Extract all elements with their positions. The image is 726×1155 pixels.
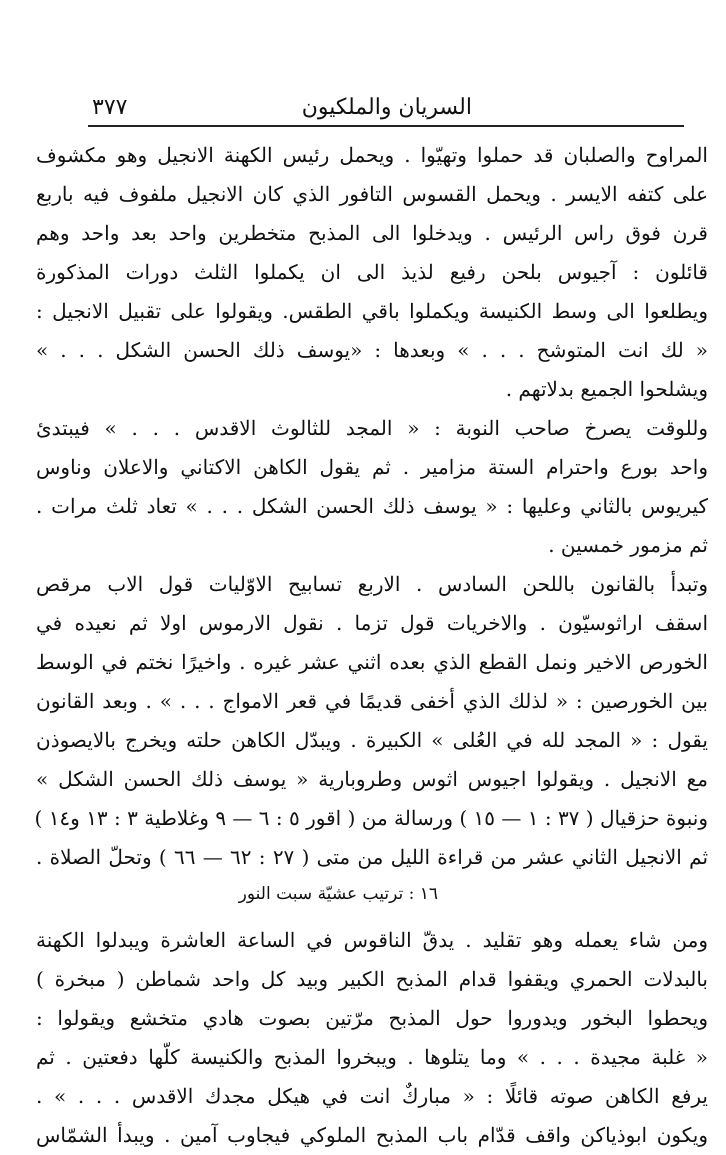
text-line: يقول : « المجد لله في العُلى » الكبيرة . ويبدّل الكاهن حلته ويخرج بالايصوذن <box>36 728 708 752</box>
text-line: اسقف اراثوسيّون . والاخريات قول تزما . نقول الارموس اولا ثم نعيده في <box>36 611 708 635</box>
text-line: ويكون ابوذياكن واقف قدّام باب المذبح الملوكي فيجاوب آمين . ويبدأ الشمّاس <box>36 1123 708 1147</box>
running-title: السريان والملكيون <box>301 95 472 120</box>
paragraph-4 <box>36 921 708 1155</box>
text-line: واحد بورع واحترام الستة مزامير . ثم يقول الكاهن الاكتاني والاعلان وناوس <box>36 455 708 479</box>
text-line: على كتفه الايسر . ويحمل القسوس التافور الذي كان الانجيل ملفوف فيه باربع <box>36 182 708 206</box>
text-line: بالبدلات الحمري ويقفوا قدام المذبح الكبير وبيد كل واحد شماطن ( مبخرة ) <box>36 967 708 991</box>
text-line: ونبوة حزقيال ( ٣٧ : ١ — ١٥ ) ورسالة من ( اقور ٥ : ٦ — ٩ وغلاطية ٣ : ١٣ و١٤ ) <box>34 806 708 830</box>
text-line: بين الخورصين : « لذلك الذي أخفى قديمًا في قعر الامواج . . . » . وبعد القانون <box>36 689 708 713</box>
paragraph-2 <box>36 409 708 565</box>
paragraph-1 <box>36 136 708 409</box>
page-body <box>36 136 708 1155</box>
text-line: مع الانجيل . ويقولوا اجيوس اثوس وطروبارية « يوسف ذلك الحسن الشكل » <box>36 767 708 791</box>
text-line: يرفع الكاهن صوته قائلًا : « مباركٌ انت في هيكل مجدك الاقدس . . . » . <box>36 1084 708 1108</box>
text-line: ويطلعوا الى وسط الكنيسة ويكملوا باقي الطقس. ويقولوا على تقبيل الانجيل : <box>36 299 708 323</box>
text-line: كيريوس بالثاني وعليها : « يوسف ذلك الحسن الشكل . . . » تعاد ثلث مرات . <box>36 494 708 518</box>
text-line: « غلبة مجيدة . . . » وما يتلوها . ويبخروا المذبح والكنيسة كلّها دفعتين . ثم <box>36 1045 708 1069</box>
text-line: ثم مزمور خمسين . <box>548 533 708 557</box>
text-line: قائلون : آجيوس بلحن رفيع لذيذ الى ان يكملوا الثلث دورات المذكورة <box>36 260 708 284</box>
text-line: المراوح والصلبان قد حملوا وتهيّوا . ويحمل رئيس الكهنة الانجيل وهو مكشوف <box>36 143 708 167</box>
header-rule <box>88 125 684 127</box>
text-line: وتبدأ بالقانون باللحن السادس . الاربع تسابيح الاوّليات قول الاب مرقص <box>36 572 708 596</box>
text-line: « لك انت المتوشح . . . » وبعدها : «يوسف ذلك الحسن الشكل . . . » <box>36 338 708 362</box>
section-heading: ١٦ : ترتيب عشيّة سبت النور <box>238 884 438 904</box>
text-line: الخورص الاخير ونمل القطع الذي بعده اثني عشر غيره . واخيرًا نختم في الوسط <box>36 650 708 674</box>
text-line: ومن شاء يعمله وهو تقليد . يدقّ الناقوس في الساعة العاشرة ويبدلوا الكهنة <box>36 928 708 952</box>
paragraph-3 <box>36 565 708 877</box>
text-line: وللوقت يصرخ صاحب النوبة : « المجد للثالوث الاقدس . . . » فيبتدئ <box>36 416 708 440</box>
page-number: ٣٧٧ <box>92 95 128 120</box>
text-line: قرن فوق راس الرئيس . ويدخلوا الى المذبح متخطرين واحد بعد واحد وهم <box>36 221 708 245</box>
running-header <box>92 80 682 120</box>
text-line: ثم الانجيل الثاني عشر من قراءة الليل من متى ( ٢٧ : ٦٢ — ٦٦ ) وتحلّ الصلاة . <box>36 845 709 869</box>
text-line: ويشلحوا الجميع بدلاتهم . <box>505 377 708 401</box>
text-line: ويحطوا البخور ويدوروا حول المذبح مرّتين بصوت هادي متخشع ويقولوا : <box>36 1006 708 1030</box>
